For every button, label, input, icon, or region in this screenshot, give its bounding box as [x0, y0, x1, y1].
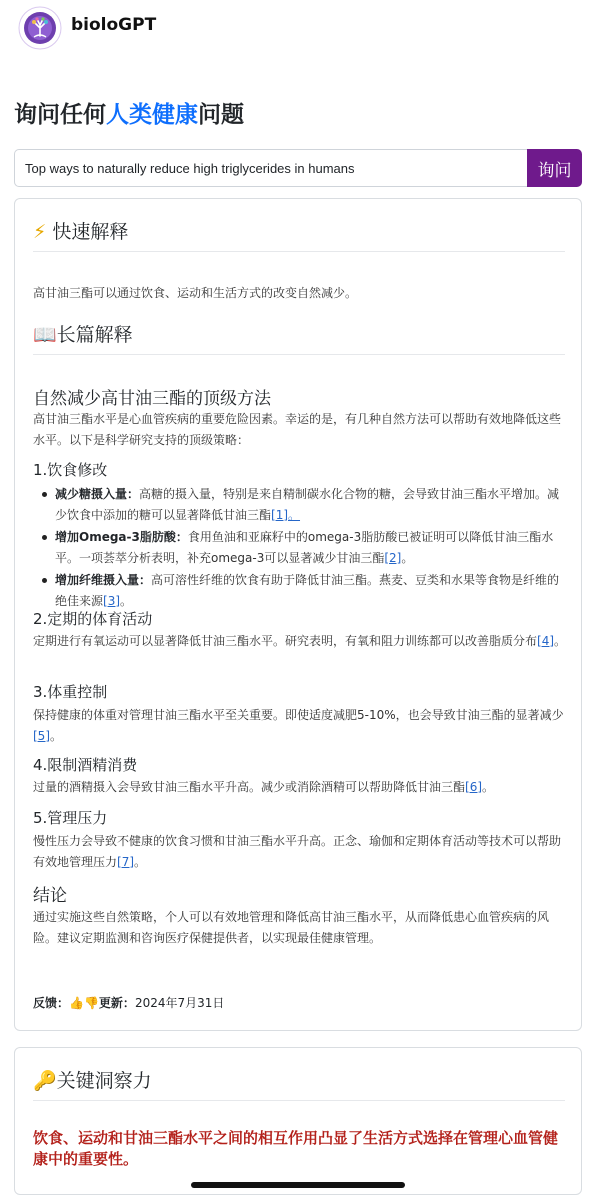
- top-bar: [0, 0, 596, 56]
- list-item: 减少糖摄入量：高糖的摄入量，特别是来自精制碳水化合物的糖，会导致甘油三酯水平增加。减少饮食中添加的糖可以显著降低甘油三酯[1]。: [33, 484, 567, 525]
- answer-title: 自然减少高甘油三酯的顶级方法: [33, 389, 271, 409]
- citation-link[interactable]: [7]: [117, 855, 135, 869]
- citation-link[interactable]: [6]: [465, 780, 483, 794]
- key-icon: 🔑: [33, 1070, 57, 1092]
- key-insight-card: [14, 1047, 582, 1195]
- title-prefix: 询问任何: [14, 102, 106, 128]
- citation-link[interactable]: [2]: [384, 550, 402, 565]
- feedback-label: 反馈：: [33, 996, 70, 1010]
- list-item: 增加纤维摄入量：高可溶性纤维的饮食有助于降低甘油三酯。燕麦、豆类和水果等食物是纤维的绝佳来源[3]。: [33, 570, 567, 611]
- long-explanation-heading: 📖长篇解释: [33, 324, 133, 346]
- list-item: 增加Omega-3脂肪酸：食用鱼油和亚麻籽中的omega-3脂肪酸已被证明可以降低甘油三酯水平。一项荟萃分析表明，补充omega-3可以显著减少甘油三酯[2]。: [33, 527, 567, 568]
- section-text: 慢性压力会导致不健康的饮食习惯和甘油三酯水平升高。正念、瑜伽和定期体育活动等技术可以帮助有效地管理压力[7]。: [33, 834, 562, 869]
- conclusion-text: 通过实施这些自然策略，个人可以有效地管理和降低高甘油三酯水平，从而降低患心血管疾病的风险。建议定期监测和咨询医疗保健提供者，以实现最佳健康管理。: [33, 910, 550, 945]
- lightning-icon: ⚡: [33, 221, 47, 243]
- title-suffix: 问题: [198, 102, 244, 128]
- divider: [33, 251, 565, 252]
- thumbs-down-icon[interactable]: 👎: [83, 996, 99, 1010]
- answer-card: [14, 198, 582, 1031]
- citation-link[interactable]: [1]。: [271, 507, 301, 522]
- updated-label: 更新：: [98, 996, 135, 1010]
- biolo-gpt-logo[interactable]: [18, 6, 62, 50]
- app-name[interactable]: bioloGPT: [71, 15, 157, 35]
- updated-date: 2024年7月31日: [134, 996, 225, 1010]
- diet-bullet-list: [33, 484, 567, 613]
- search-input[interactable]: [14, 149, 528, 187]
- key-insight-text: 饮食、运动和甘油三酯水平之间的相互作用凸显了生活方式选择在管理心血管健康中的重要性。: [33, 1129, 559, 1168]
- section-heading: 3.体重控制: [33, 683, 108, 701]
- divider: [33, 354, 565, 355]
- quick-explanation-heading: ⚡ 快速解释: [33, 221, 129, 243]
- section-text: 过量的酒精摄入会导致甘油三酯水平升高。减少或消除酒精可以帮助降低甘油三酯[6]。: [33, 780, 495, 794]
- book-icon: 📖: [33, 324, 57, 346]
- section-heading: 2.定期的体育活动: [33, 610, 153, 628]
- section-text: 定期进行有氧运动可以显著降低甘油三酯水平。研究表明，有氧和阻力训练都可以改善脂质分布[4]。: [33, 634, 567, 648]
- conclusion-heading: 结论: [33, 886, 67, 906]
- divider: [33, 1100, 565, 1101]
- ask-button[interactable]: 询问: [527, 149, 582, 187]
- section-heading: 1.饮食修改: [33, 461, 108, 479]
- citation-link[interactable]: [4]: [537, 634, 555, 648]
- answer-intro: 高甘油三酯水平是心血管疾病的重要危险因素。幸运的是，有几种自然方法可以帮助有效地降低这些水平。以下是科学研究支持的顶级策略：: [33, 412, 562, 447]
- section-heading: 4.限制酒精消费: [33, 756, 138, 774]
- title-accent: 人类健康: [106, 102, 198, 128]
- feedback-row: [33, 994, 224, 1011]
- home-indicator[interactable]: [191, 1182, 405, 1188]
- thumbs-up-icon[interactable]: 👍: [69, 996, 84, 1010]
- citation-link[interactable]: [5]: [33, 729, 50, 743]
- quick-explanation-text: 高甘油三酯可以通过饮食、运动和生活方式的改变自然减少。: [33, 286, 358, 300]
- page-title: [14, 96, 244, 129]
- key-insight-heading: 🔑关键洞察力: [33, 1070, 152, 1092]
- section-heading: 5.管理压力: [33, 809, 108, 827]
- section-text: 保持健康的体重对管理甘油三酯水平至关重要。即使适度减肥5-10%，也会导致甘油三酯的显著减少[5]。: [33, 708, 564, 743]
- citation-link[interactable]: [3]: [103, 593, 121, 608]
